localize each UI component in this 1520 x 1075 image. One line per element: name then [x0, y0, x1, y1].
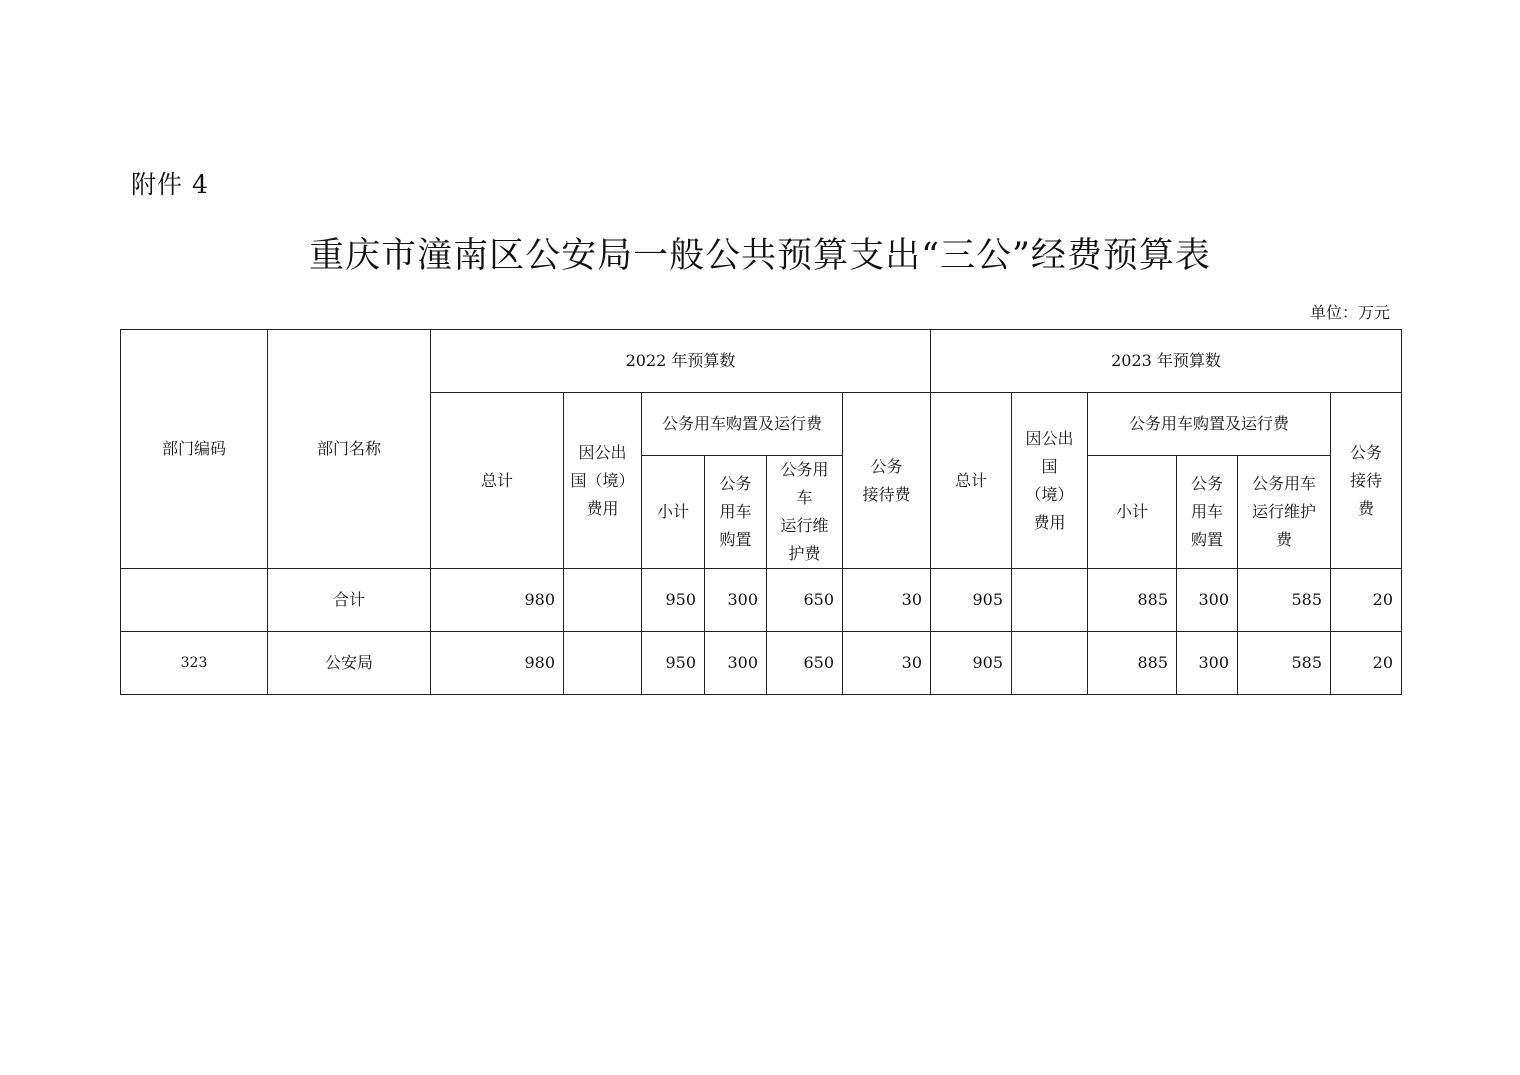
attachment-label: 附件 4 [131, 170, 209, 199]
cell-2023-maintenance: 585 [1238, 569, 1331, 632]
header-2022-vehicle-group: 公务用车购置及运行费 [642, 393, 843, 456]
header-2023-reception: 公务 接待 费 [1331, 393, 1402, 569]
cell-2023-purchase: 300 [1177, 632, 1238, 695]
cell-2022-reception: 30 [843, 632, 931, 695]
header-2023-total: 总计 [931, 393, 1012, 569]
document-title: 重庆市潼南区公安局一般公共预算支出“三公”经费预算表 [309, 236, 1211, 276]
unit-label: 单位：万元 [1309, 303, 1390, 322]
header-2022-maintenance: 公务用 车 运行维 护费 [767, 456, 843, 569]
cell-2022-reception: 30 [843, 569, 931, 632]
header-dept-name: 部门名称 [268, 330, 431, 569]
header-2022-reception: 公务 接待费 [843, 393, 931, 569]
cell-2023-reception: 20 [1331, 569, 1402, 632]
cell-dept-name: 公安局 [268, 632, 431, 695]
cell-dept-code [121, 569, 268, 632]
cell-2023-subtotal: 885 [1088, 569, 1177, 632]
cell-2022-total: 980 [431, 632, 564, 695]
cell-2023-total: 905 [931, 569, 1012, 632]
cell-2022-purchase: 300 [705, 632, 767, 695]
header-2023-maintenance: 公务用车 运行维护 费 [1238, 456, 1331, 569]
cell-2023-abroad [1012, 632, 1088, 695]
header-2022-purchase: 公务 用车 购置 [705, 456, 767, 569]
cell-2023-total: 905 [931, 632, 1012, 695]
cell-2023-abroad [1012, 569, 1088, 632]
header-2023-abroad: 因公出 国（境） 费用 [1012, 393, 1088, 569]
header-2022-abroad: 因公出 国（境） 费用 [564, 393, 642, 569]
cell-2023-reception: 20 [1331, 632, 1402, 695]
cell-dept-name: 合计 [268, 569, 431, 632]
three-public-expenses-budget-table [120, 329, 1402, 695]
header-2023-budget: 2023 年预算数 [931, 330, 1402, 393]
cell-2023-maintenance: 585 [1238, 632, 1331, 695]
cell-2023-subtotal: 885 [1088, 632, 1177, 695]
header-2023-vehicle-group: 公务用车购置及运行费 [1088, 393, 1331, 456]
header-2023-subtotal: 小计 [1088, 456, 1177, 569]
header-row-years [121, 330, 1402, 393]
cell-2022-maintenance: 650 [767, 569, 843, 632]
cell-2022-subtotal: 950 [642, 632, 705, 695]
header-2022-subtotal: 小计 [642, 456, 705, 569]
header-2022-budget: 2022 年预算数 [431, 330, 931, 393]
cell-2022-abroad [564, 632, 642, 695]
cell-2022-abroad [564, 569, 642, 632]
cell-2022-subtotal: 950 [642, 569, 705, 632]
header-2023-purchase: 公务 用车 购置 [1177, 456, 1238, 569]
cell-2022-total: 980 [431, 569, 564, 632]
cell-dept-code: 323 [121, 632, 268, 695]
header-2022-total: 总计 [431, 393, 564, 569]
cell-2023-purchase: 300 [1177, 569, 1238, 632]
cell-2022-maintenance: 650 [767, 632, 843, 695]
cell-2022-purchase: 300 [705, 569, 767, 632]
header-dept-code: 部门编码 [121, 330, 268, 569]
table-row-total [121, 569, 1402, 632]
table-row-public-security-bureau [121, 632, 1402, 695]
